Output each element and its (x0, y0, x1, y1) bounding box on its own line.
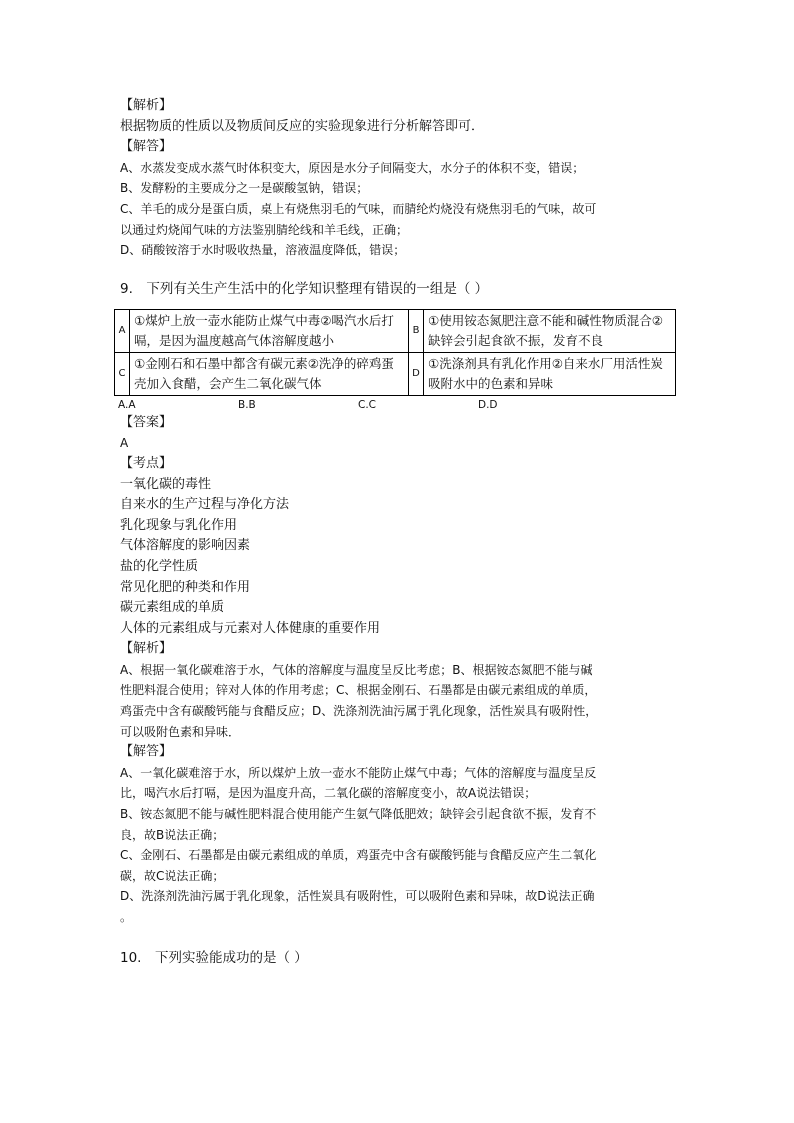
analysis-line: 性肥料混合使用；锌对人体的作用考虑；C、根据金刚石、石墨都是由碳元素组成的单质， (120, 683, 597, 698)
solution-line: A、水蒸发变成水蒸气时体积变大，原因是水分子间隔变大，水分子的体积不变，错误； (120, 160, 585, 175)
solution-line: A、一氧化碳难溶于水，所以煤炉上放一壶水不能防止煤气中毒；气体的溶解度与温度呈反 (120, 765, 597, 780)
points-heading: 【考点】 (120, 455, 173, 471)
solution-line: D、硝酸铵溶于水时吸收热量，溶液温度降低，错误； (120, 243, 406, 258)
solution-line: C、金刚石、石墨都是由碳元素组成的单质，鸡蛋壳中含有碳酸钙能与食醋反应产生二氧化 (120, 848, 597, 863)
option-label: D (409, 352, 424, 395)
document-page (120, 96, 690, 978)
option-label: A (115, 309, 130, 352)
point-item: 碳元素组成的单质 (120, 600, 225, 616)
choice-a[interactable]: A.A (118, 398, 136, 411)
option-text: ①金刚石和石墨中都含有碳元素②洗净的碎鸡蛋壳加入食醋，会产生二氧化碳气体 (130, 352, 409, 395)
solution-line: B、发酵粉的主要成分之一是碳酸氢钠，错误； (120, 181, 369, 196)
point-item: 一氧化碳的毒性 (120, 476, 212, 492)
question-9-choices (118, 397, 690, 413)
table-row (115, 309, 676, 352)
solution-line: 。 (120, 910, 133, 924)
answer-value: A (120, 436, 129, 451)
choice-d[interactable]: D.D (478, 398, 498, 411)
answer-heading: 【答案】 (120, 414, 173, 430)
table-row (115, 352, 676, 395)
choice-b[interactable]: B.B (238, 398, 256, 411)
solution-line: C、羊毛的成分是蛋白质，桌上有烧焦羽毛的气味，而腈纶灼烧没有烧焦羽毛的气味，故可 (120, 201, 597, 216)
option-label: B (409, 309, 424, 352)
option-text: ①使用铵态氮肥注意不能和碱性物质混合②缺锌会引起食欲不振，发育不良 (424, 309, 676, 352)
analysis-line: 可以吸附色素和异味． (120, 724, 241, 739)
option-label: C (115, 352, 130, 395)
point-item: 盐的化学性质 (120, 558, 199, 574)
choice-c[interactable]: C.C (358, 398, 377, 411)
option-text: ①煤炉上放一壶水能防止煤气中毒②喝汽水后打嗝，是因为温度越高气体溶解度越小 (130, 309, 409, 352)
question-9-options-table (114, 309, 676, 396)
question-9-stem: 9. 下列有关生产生活中的化学知识整理有错误的一组是（ ） (120, 280, 489, 297)
point-item: 常见化肥的种类和作用 (120, 579, 251, 595)
analysis-heading: 【解析】 (120, 641, 173, 657)
question-10-stem: 10. 下列实验能成功的是（ ） (120, 949, 308, 966)
point-item: 乳化现象与乳化作用 (120, 517, 238, 533)
section-1-analysis (120, 96, 690, 261)
solution-line: 以通过灼烧闻气味的方法鉴别腈纶线和羊毛线，正确； (120, 222, 409, 237)
analysis-heading: 【解析】 (120, 98, 173, 113)
solution-line: B、铵态氮肥不能与碱性肥料混合使用能产生氨气降低肥效；缺锌会引起食欲不振，发育不 (120, 807, 597, 822)
solution-line: 良，故B说法正确； (120, 827, 225, 842)
point-item: 气体溶解度的影响因素 (120, 538, 251, 554)
analysis-line: 鸡蛋壳中含有碳酸钙能与食醋反应；D、洗涤剂洗油污属于乳化现象，活性炭具有吸附性， (120, 704, 598, 719)
solution-line: D、洗涤剂洗油污属于乳化现象，活性炭具有吸附性，可以吸附色素和异味，故D说法正确 (120, 889, 595, 904)
analysis-text: 根据物质的性质以及物质间反应的实验现象进行分析解答即可． (120, 118, 485, 134)
option-text: ①洗涤剂具有乳化作用②自来水厂用活性炭吸附水中的色素和异味 (424, 352, 676, 395)
point-item: 自来水的生产过程与净化方法 (120, 497, 290, 513)
point-item: 人体的元素组成与元素对人体健康的重要作用 (120, 620, 381, 636)
answer-heading: 【解答】 (120, 139, 173, 155)
analysis-line: A、根据一氧化碳难溶于水，气体的溶解度与温度呈反比考虑；B、根据铵态氮肥不能与碱 (120, 662, 593, 677)
solution-heading: 【解答】 (120, 744, 173, 760)
solution-line: 比，喝汽水后打嗝，是因为温度升高，二氧化碳的溶解度变小，故A说法错误； (120, 786, 537, 801)
solution-line: 碳，故C说法正确； (120, 868, 225, 883)
